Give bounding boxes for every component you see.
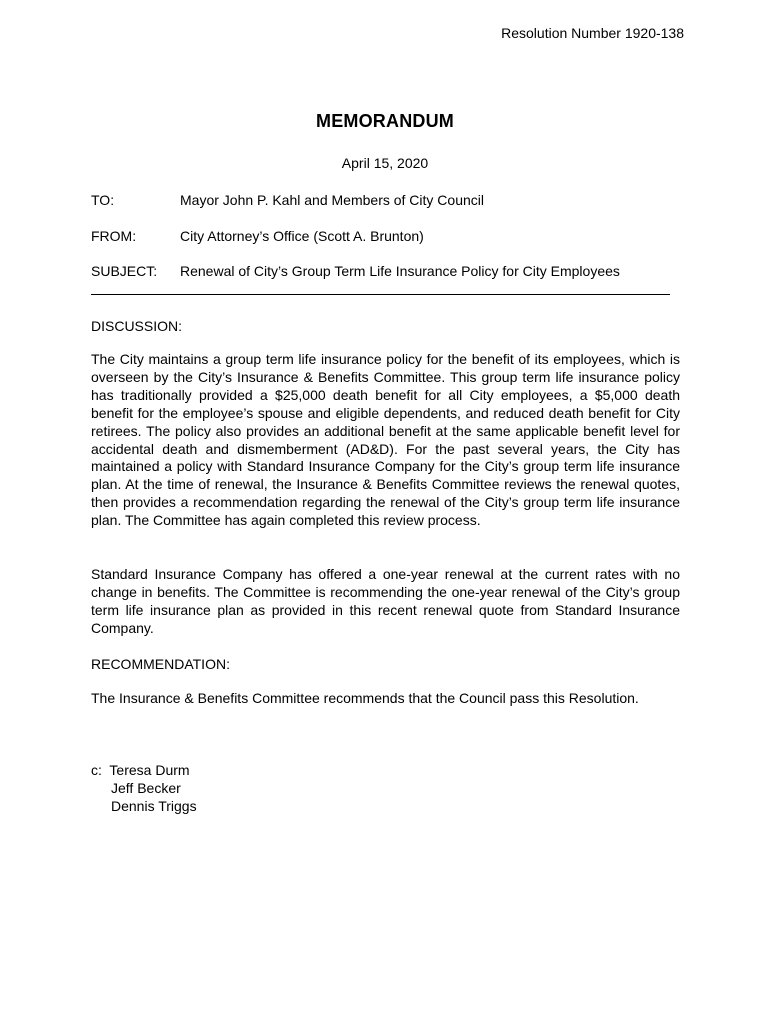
recommendation-text: The Insurance & Benefits Committee recommends that the Council pass this Resolution. [91, 690, 639, 706]
cc-recipient: Dennis Triggs [111, 798, 197, 814]
from-value: City Attorney’s Office (Scott A. Brunton) [180, 228, 424, 244]
cc-list [91, 761, 197, 815]
discussion-heading: DISCUSSION: [91, 318, 183, 334]
discussion-paragraph-2: Standard Insurance Company has offered a one-year renewal at the current rates with no change in benefits. The Committee is recommending the one-year renewal of the City’s group term life insurance plan as provided in this recent renewal quote from Standard Insurance Company. [91, 566, 680, 636]
subject-divider [91, 294, 670, 295]
recommendation-heading: RECOMMENDATION: [91, 656, 230, 672]
memo-title: MEMORANDUM [316, 111, 454, 131]
to-row [91, 191, 484, 209]
from-row [91, 227, 424, 245]
to-label: TO: [91, 192, 115, 208]
to-value: Mayor John P. Kahl and Members of City Council [180, 192, 484, 208]
memo-date: April 15, 2020 [341, 155, 429, 171]
discussion-paragraph-1: The City maintains a group term life insurance policy for the benefit of its employees, which is overseen by the City’s Insurance & Benefits Committee. This group term life insurance policy has traditionally provided a $25,000 death benefit for all City employees, a $5,000 death benefit for the employee’s spouse and eligible dependents, and reduced death benefit for City retirees. The policy also provides an additional benefit at the same applicable benefit level for accidental death and dismemberment (AD&D). For the past several years, the City has maintained a policy with Standard Insurance Company for the City’s group term life insurance plan. At the time of renewal, the Insurance & Benefits Committee reviews the renewal quotes, then provides a recommendation regarding the renewal of the City’s group term life insurance plan. The Committee has again completed this review process. [91, 351, 680, 529]
cc-recipient: Teresa Durm [109, 762, 190, 778]
resolution-number: Resolution Number 1920-138 [501, 25, 684, 41]
subject-row [91, 262, 620, 280]
subject-label: SUBJECT: [91, 263, 158, 279]
cc-label: c: [91, 762, 102, 778]
from-label: FROM: [91, 228, 137, 244]
cc-recipient: Jeff Becker [111, 780, 181, 796]
cc-first-line [91, 761, 197, 779]
subject-value: Renewal of City’s Group Term Life Insurance Policy for City Employees [180, 263, 620, 279]
